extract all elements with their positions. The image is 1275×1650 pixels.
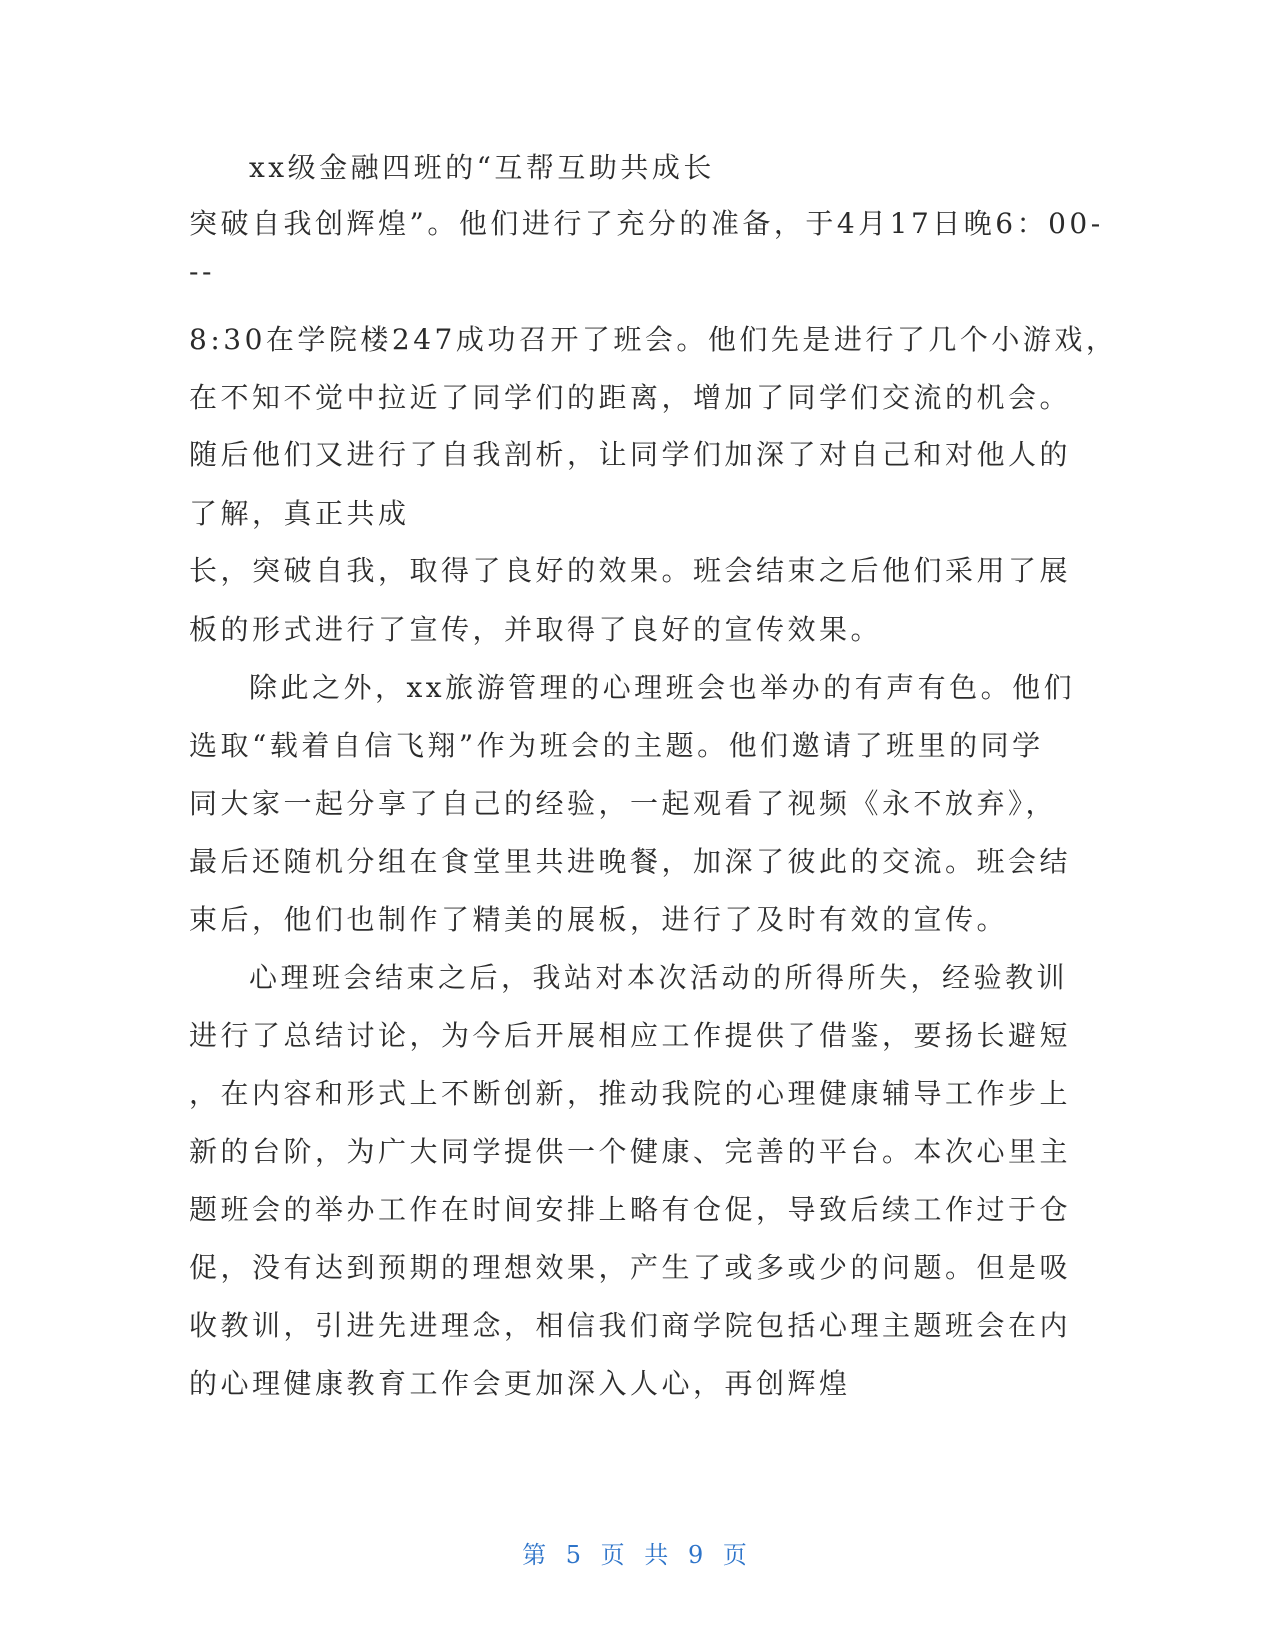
text-line: 新的台阶，为广大同学提供一个健康、完善的平台。本次心里主 (189, 1135, 1072, 1168)
text-line: 心理班会结束之后，我站对本次活动的所得所失，经验教训 (249, 961, 1069, 994)
text-line: 选取“载着自信飞翔”作为班会的主题。他们邀请了班里的同学 (189, 729, 1044, 762)
text-line: 进行了总结讨论，为今后开展相应工作提供了借鉴，要扬长避短 (189, 1019, 1072, 1052)
text-line: 在不知不觉中拉近了同学们的距离，增加了同学们交流的机会。 (189, 381, 1072, 414)
text-line: 收教训，引进先进理念，相信我们商学院包括心理主题班会在内 (189, 1309, 1072, 1342)
text-line: ，在内容和形式上不断创新，推动我院的心理健康辅导工作步上 (189, 1077, 1072, 1110)
text-line: 束后，他们也制作了精美的展板，进行了及时有效的宣传。 (189, 903, 1009, 936)
page-number-footer: 第 5 页 共 9 页 (522, 1541, 753, 1569)
text-line: 同大家一起分享了自己的经验，一起观看了视频《永不放弃》， (189, 787, 1058, 820)
text-line: 了解，真正共成 (189, 497, 410, 530)
text-line: 随后他们又进行了自我剖析，让同学们加深了对自己和对他人的 (189, 438, 1072, 471)
text-line: 最后还随机分组在食堂里共进晚餐，加深了彼此的交流。班会结 (189, 845, 1072, 878)
text-line: 8:30在学院楼247成功召开了班会。他们先是进行了几个小游戏， (189, 323, 1118, 356)
text-line: 板的形式进行了宣传，并取得了良好的宣传效果。 (189, 613, 883, 646)
text-line: 题班会的举办工作在时间安排上略有仓促，导致后续工作过于仓 (189, 1193, 1072, 1226)
text-line: 的心理健康教育工作会更加深入人心，再创辉煌 (189, 1367, 851, 1400)
text-line: 除此之外，xx旅游管理的心理班会也举办的有声有色。他们 (249, 671, 1076, 704)
text-line: 促，没有达到预期的理想效果，产生了或多或少的问题。但是吸 (189, 1251, 1072, 1284)
text-line: 长，突破自我，取得了良好的效果。班会结束之后他们采用了展 (189, 554, 1072, 587)
text-line: 突破自我创辉煌”。他们进行了充分的准备，于4月17日晚6：00- (189, 207, 1104, 240)
text-line: -- (189, 255, 215, 288)
text-line: xx级金融四班的“互帮互助共成长 (249, 151, 715, 184)
